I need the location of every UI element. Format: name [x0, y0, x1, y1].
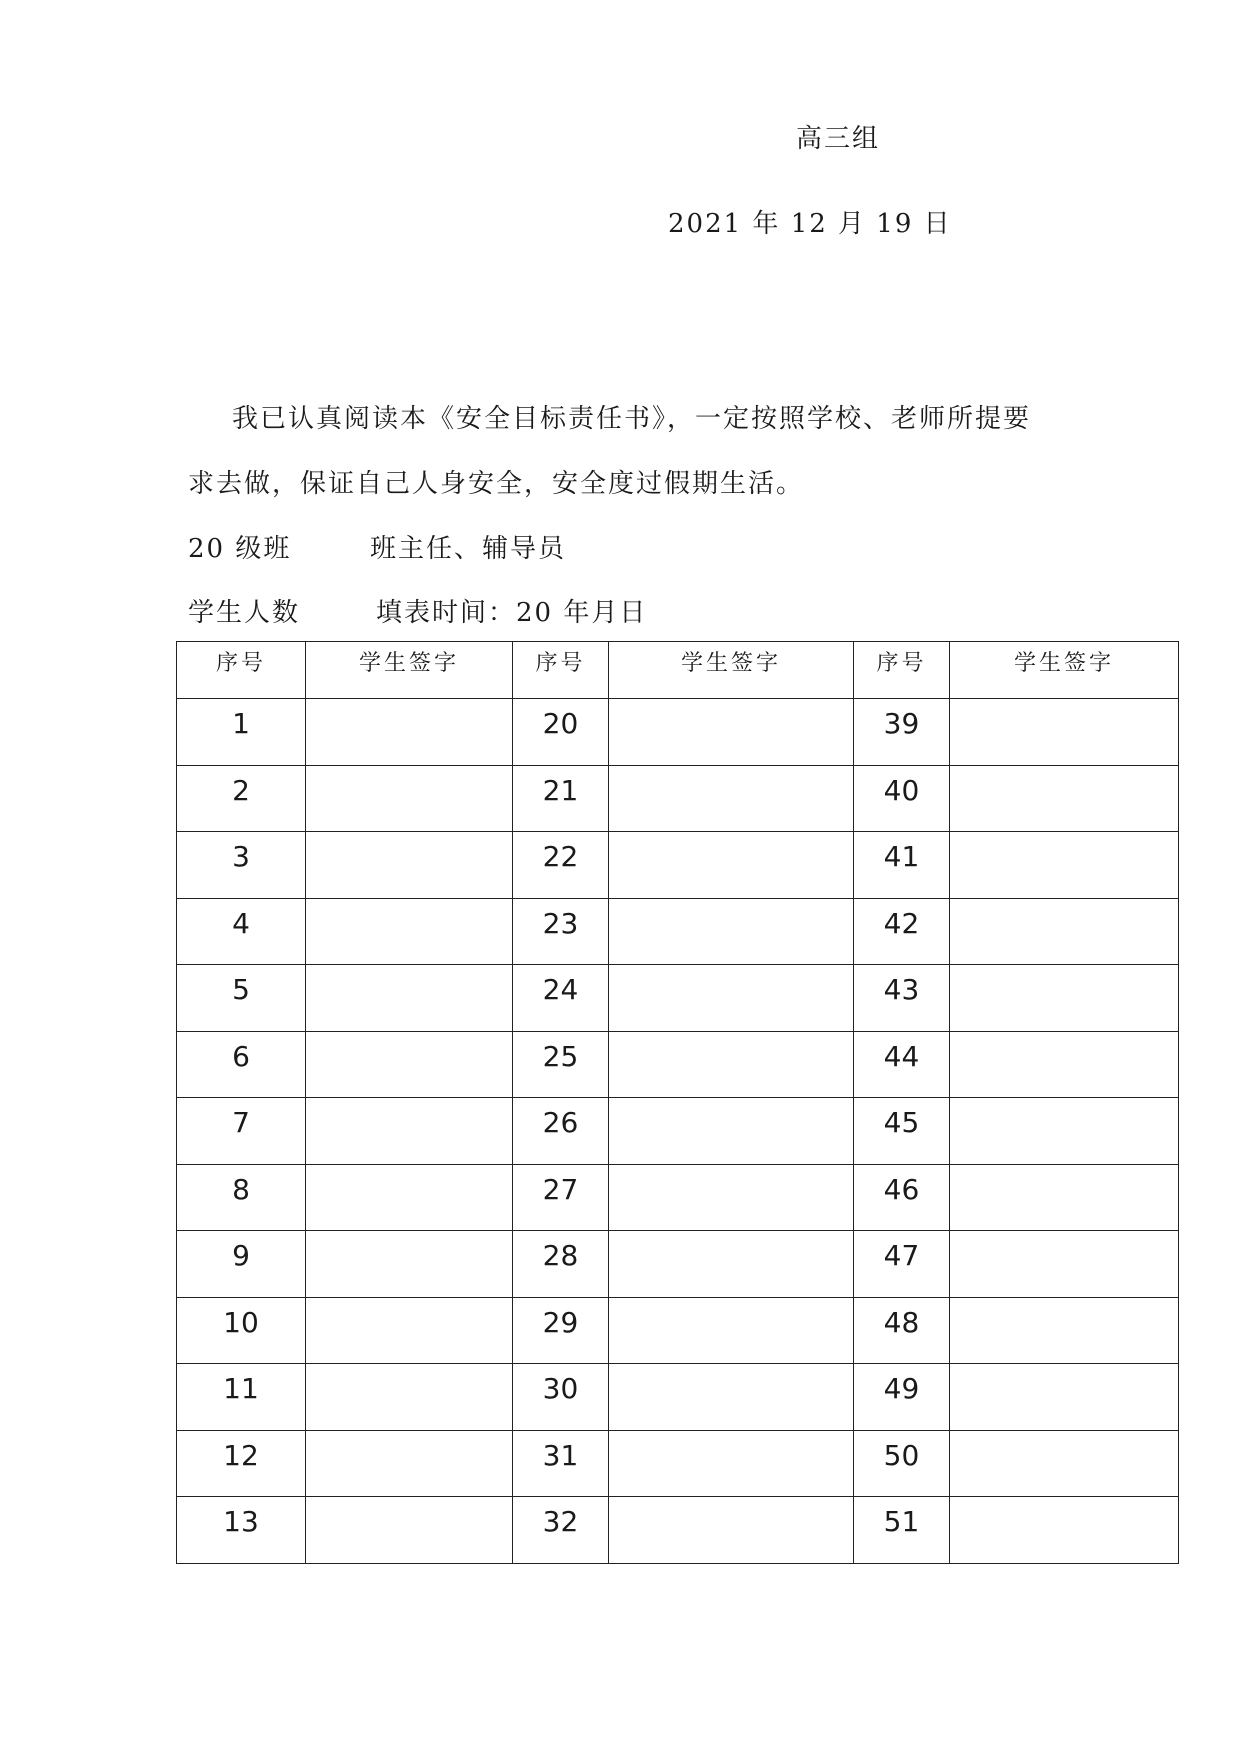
row-number: 21	[513, 765, 609, 832]
signature-cell[interactable]	[306, 1098, 513, 1165]
signature-cell[interactable]	[950, 699, 1179, 766]
row-number: 43	[854, 965, 950, 1032]
row-number: 28	[513, 1231, 609, 1298]
signature-cell[interactable]	[950, 765, 1179, 832]
row-number: 26	[513, 1098, 609, 1165]
row-number: 23	[513, 898, 609, 965]
signature-cell[interactable]	[950, 1098, 1179, 1165]
row-number: 11	[177, 1364, 306, 1431]
header-index-3: 序号	[854, 642, 950, 699]
signature-cell[interactable]	[609, 832, 854, 899]
row-number: 50	[854, 1430, 950, 1497]
row-number: 9	[177, 1231, 306, 1298]
signature-cell[interactable]	[609, 699, 854, 766]
row-number: 10	[177, 1297, 306, 1364]
row-number: 13	[177, 1497, 306, 1564]
signature-cell[interactable]	[950, 832, 1179, 899]
row-number: 47	[854, 1231, 950, 1298]
signature-cell[interactable]	[609, 1098, 854, 1165]
signature-cell[interactable]	[609, 1430, 854, 1497]
table-header-row	[177, 642, 1179, 699]
row-number: 49	[854, 1364, 950, 1431]
signature-cell[interactable]	[306, 1497, 513, 1564]
row-number: 45	[854, 1098, 950, 1165]
signature-cell[interactable]	[609, 1231, 854, 1298]
signature-cell[interactable]	[306, 1297, 513, 1364]
row-number: 20	[513, 699, 609, 766]
signature-cell[interactable]	[950, 965, 1179, 1032]
pledge-line-2: 求去做，保证自己人身安全，安全度过假期生活。	[188, 469, 805, 499]
row-number: 32	[513, 1497, 609, 1564]
row-number: 8	[177, 1164, 306, 1231]
row-number: 4	[177, 898, 306, 965]
header-signature-2: 学生签字	[609, 642, 854, 699]
row-number: 39	[854, 699, 950, 766]
signature-cell[interactable]	[306, 1364, 513, 1431]
row-number: 1	[177, 699, 306, 766]
signature-cell[interactable]	[306, 832, 513, 899]
table-row	[177, 765, 1179, 832]
row-number: 22	[513, 832, 609, 899]
row-number: 27	[513, 1164, 609, 1231]
pledge-line-1: 我已认真阅读本《安全目标责任书》，一定按照学校、老师所提要	[232, 404, 1032, 434]
signature-cell[interactable]	[609, 1297, 854, 1364]
row-number: 51	[854, 1497, 950, 1564]
row-number: 42	[854, 898, 950, 965]
signature-cell[interactable]	[950, 1164, 1179, 1231]
table-row	[177, 1031, 1179, 1098]
row-number: 12	[177, 1430, 306, 1497]
signature-cell[interactable]	[950, 1297, 1179, 1364]
row-number: 5	[177, 965, 306, 1032]
row-number: 44	[854, 1031, 950, 1098]
signature-cell[interactable]	[306, 898, 513, 965]
document-date: 2021 年 12 月 19 日	[668, 209, 952, 239]
signature-table	[176, 641, 1179, 1564]
signature-cell[interactable]	[306, 1231, 513, 1298]
signature-cell[interactable]	[609, 1364, 854, 1431]
fill-time-label: 填表时间：20 年月日	[376, 598, 648, 628]
row-number: 7	[177, 1098, 306, 1165]
row-number: 25	[513, 1031, 609, 1098]
signature-cell[interactable]	[950, 1430, 1179, 1497]
header-index-1: 序号	[177, 642, 306, 699]
header-signature-3: 学生签字	[950, 642, 1179, 699]
signature-cell[interactable]	[306, 965, 513, 1032]
class-label: 20 级班	[188, 534, 292, 564]
signature-cell[interactable]	[609, 765, 854, 832]
signature-cell[interactable]	[306, 1164, 513, 1231]
row-number: 48	[854, 1297, 950, 1364]
signature-cell[interactable]	[306, 1031, 513, 1098]
table-row	[177, 1364, 1179, 1431]
signature-cell[interactable]	[950, 1497, 1179, 1564]
signature-cell[interactable]	[306, 765, 513, 832]
row-number: 40	[854, 765, 950, 832]
table-row	[177, 832, 1179, 899]
signature-cell[interactable]	[306, 699, 513, 766]
table-row	[177, 1098, 1179, 1165]
table-row	[177, 898, 1179, 965]
signature-cell[interactable]	[950, 1231, 1179, 1298]
teacher-label: 班主任、辅导员	[370, 534, 567, 564]
row-number: 24	[513, 965, 609, 1032]
signature-cell[interactable]	[609, 965, 854, 1032]
row-number: 2	[177, 765, 306, 832]
table-row	[177, 1231, 1179, 1298]
row-number: 3	[177, 832, 306, 899]
signature-cell[interactable]	[950, 1364, 1179, 1431]
signature-cell[interactable]	[609, 1497, 854, 1564]
signature-cell[interactable]	[609, 898, 854, 965]
signature-cell[interactable]	[306, 1430, 513, 1497]
signature-cell[interactable]	[609, 1164, 854, 1231]
signature-cell[interactable]	[950, 898, 1179, 965]
row-number: 46	[854, 1164, 950, 1231]
row-number: 41	[854, 832, 950, 899]
table-row	[177, 1430, 1179, 1497]
row-number: 29	[513, 1297, 609, 1364]
table-row	[177, 965, 1179, 1032]
signature-cell[interactable]	[609, 1031, 854, 1098]
table-row	[177, 1297, 1179, 1364]
row-number: 31	[513, 1430, 609, 1497]
table-row	[177, 1164, 1179, 1231]
group-label: 高三组	[796, 124, 881, 154]
signature-cell[interactable]	[950, 1031, 1179, 1098]
table-row	[177, 1497, 1179, 1564]
table-row	[177, 699, 1179, 766]
row-number: 6	[177, 1031, 306, 1098]
header-signature-1: 学生签字	[306, 642, 513, 699]
students-count-label: 学生人数	[188, 598, 301, 628]
header-index-2: 序号	[513, 642, 609, 699]
row-number: 30	[513, 1364, 609, 1431]
